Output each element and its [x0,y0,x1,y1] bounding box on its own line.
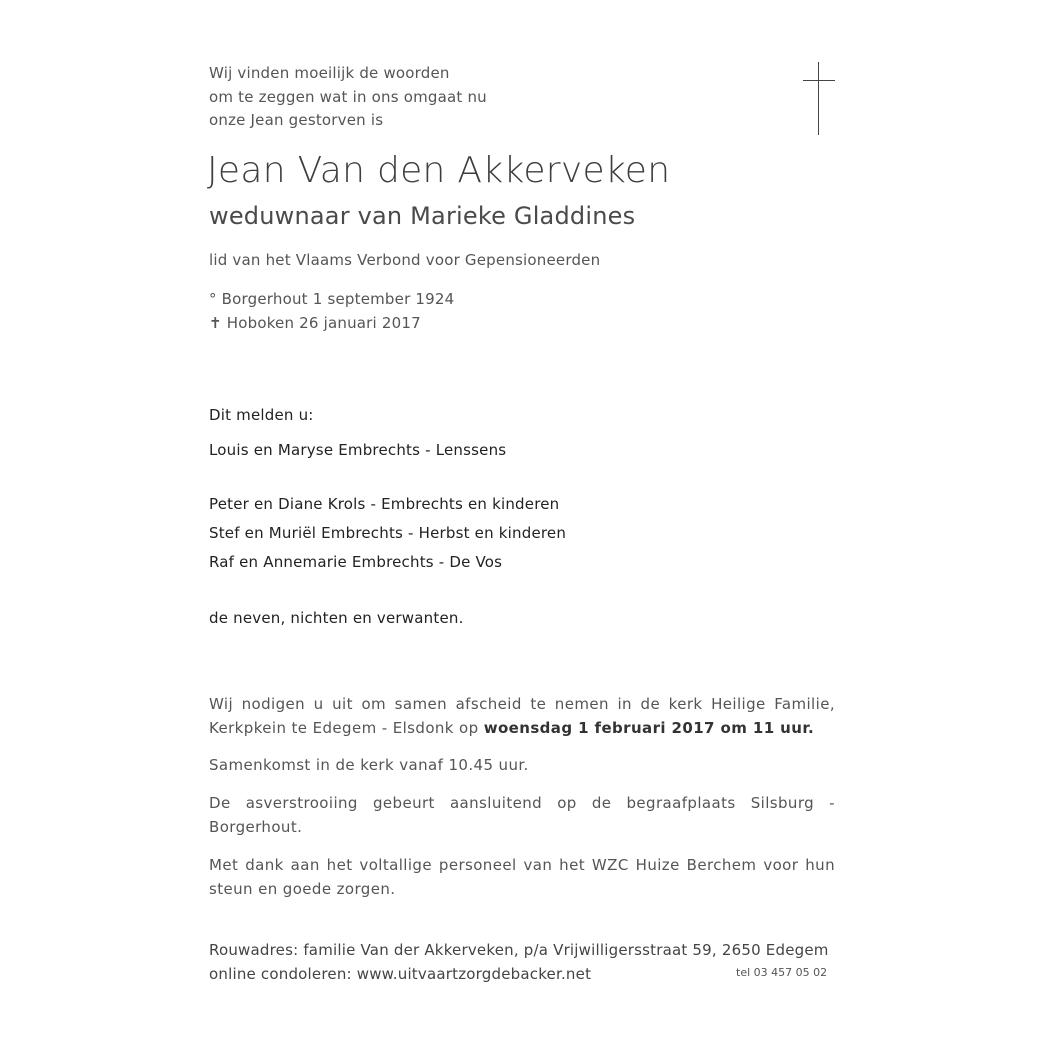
family-line: de neven, nichten en verwanten. [209,609,464,627]
family-line: Stef en Muriël Embrechts - Herbst en kinderen [209,524,567,542]
cross-vertical-bar [818,62,819,135]
poem-line: om te zeggen wat in ons omgaat nu [209,87,487,106]
deceased-name: Jean Van den Akkerveken [207,150,671,191]
family-line: Peter en Diane Krols - Embrechts en kinderen [209,495,560,513]
poem-line: onze Jean gestorven is [209,111,384,129]
birth-date: ° Borgerhout 1 september 1924 [209,290,455,308]
invitation-text: Wij nodigen u uit om samen afscheid te nemen in de kerk Heilige Familie, Kerkpkein te Edegem - Elsdonk op [209,695,835,737]
family-line: Louis en Maryse Embrechts - Lenssens [209,441,507,459]
thanks-note: Met dank aan het voltallige personeel van het WZC Huize Berchem voor hun steun en goede zorgen. [209,856,835,898]
death-date: ✝ Hoboken 26 januari 2017 [209,313,421,332]
phone-number: tel 03 457 05 02 [736,966,828,979]
opening-poem [209,62,487,133]
life-dates [209,288,454,335]
gathering-time: Samenkomst in de kerk vanaf 10.45 uur. [209,756,529,774]
membership-line: lid van het Vlaams Verbond voor Gepensioneerden [209,251,601,269]
poem-line: Wij vinden moeilijk de woorden [209,64,450,82]
ash-scattering: De asverstrooiing gebeurt aansluitend op de begraafplaats Silsburg - Borgerhout. [209,794,835,836]
mourning-address: Rouwadres: familie Van der Akkerveken, p/a Vrijwilligersstraat 59, 2650 Edegem [209,941,829,959]
cross-horizontal-bar [803,80,835,81]
announcement-intro: Dit melden u: [209,406,314,424]
ceremony-invitation [209,693,835,740]
family-line: Raf en Annemarie Embrechts - De Vos [209,553,503,571]
widower-line: weduwnaar van Marieke Gladdines [209,202,636,230]
invitation-date: woensdag 1 februari 2017 om 11 uur. [483,718,815,737]
online-condolences: online condoleren: www.uitvaartzorgdebacker.net [209,965,592,983]
